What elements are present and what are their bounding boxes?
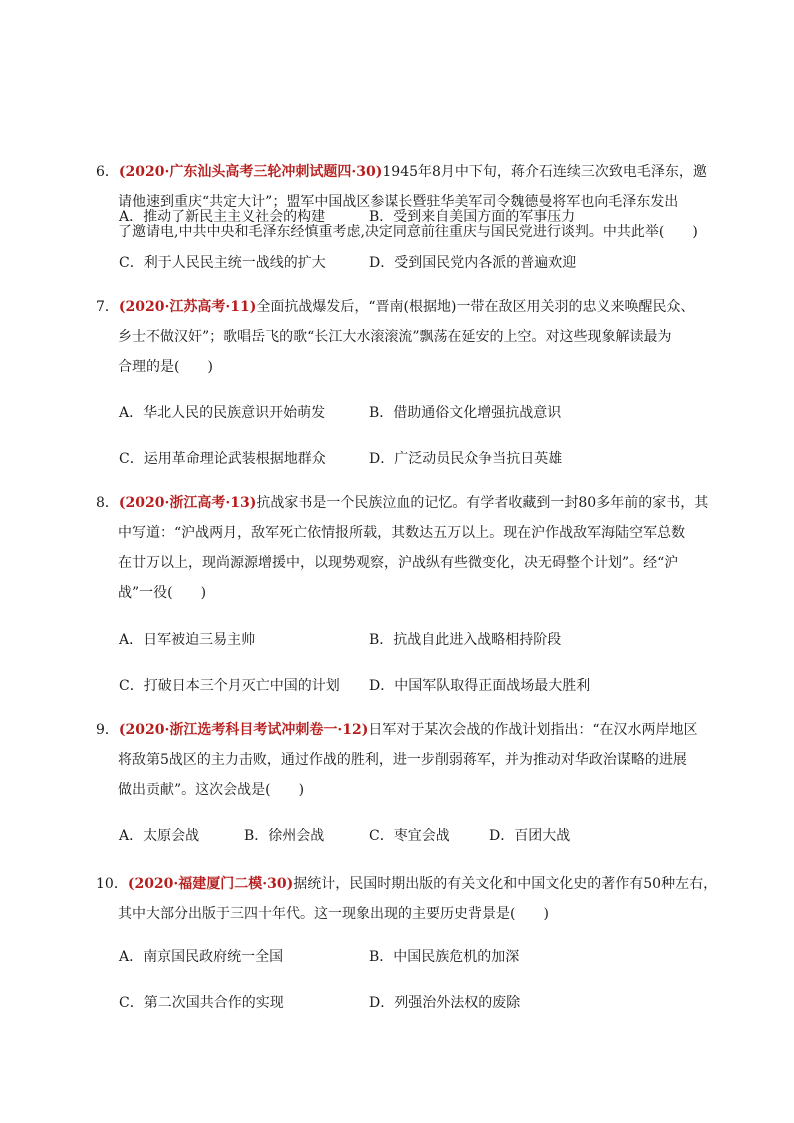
option-d[interactable]: D．中国军队取得正面战场最大胜利	[369, 678, 591, 694]
stem-text: 抗战家书是一个民族泣血的记忆。有学者收藏到一封80多年前的家书，其	[256, 495, 709, 511]
question-number: 9．	[96, 722, 119, 738]
question-7	[96, 292, 720, 382]
question-stem-line: 请他速到重庆“共定大计”；盟军中国战区参谋长暨驻华美军司令魏德曼将军也向毛泽东发出	[118, 194, 679, 210]
option-d[interactable]: D．列强治外法权的废除	[369, 995, 521, 1011]
question-stem-line: 其中大部分出版于三四十年代。这一现象出现的主要历史背景是( )	[118, 906, 549, 922]
question-9	[96, 715, 720, 805]
option-d[interactable]: D．百团大战	[489, 828, 571, 844]
option-row	[119, 403, 719, 449]
option-b[interactable]: B．抗战自此进入战略相持阶段	[369, 632, 562, 648]
question-stem-line: 乡士不做汉奸”；歌唱岳飞的歌“长江大水滚滚流”飘荡在延安的上空。对这些现象解读最为	[118, 329, 672, 345]
option-b[interactable]: B．中国民族危机的加深	[369, 949, 520, 965]
option-c[interactable]: C．第二次国共合作的实现	[119, 995, 284, 1011]
question-6-options	[119, 207, 719, 299]
stem-text: 1945年8月中下旬，蒋介石连续三次致电毛泽东，邀	[382, 164, 707, 180]
option-row	[119, 207, 719, 253]
stem-text: 据统计，民国时期出版的有关文化和中国文化史的著作有50种左右，	[293, 876, 718, 892]
option-a[interactable]: A．华北人民的民族意识开始萌发	[119, 405, 326, 421]
question-stem-line: 战”一役( )	[118, 585, 207, 601]
option-a[interactable]: A．推动了新民主主义社会的构建	[119, 209, 326, 225]
option-row	[119, 993, 719, 1039]
option-c[interactable]: C．打破日本三个月灭亡中国的计划	[119, 678, 340, 694]
question-8	[96, 488, 720, 608]
stem-text: 日军对于某次会战的作战计划指出：“在汉水两岸地区	[368, 722, 698, 738]
option-b[interactable]: B．受到来自美国方面的军事压力	[369, 209, 576, 225]
question-source: (2020·福建厦门二模·30)	[127, 876, 294, 892]
option-row	[119, 947, 719, 993]
question-stem-line: 做出贡献”。这次会战是( )	[118, 782, 305, 798]
option-c[interactable]: C．枣宜会战	[369, 828, 450, 844]
option-b[interactable]: B．借助通俗文化增强抗战意识	[369, 405, 562, 421]
question-7-options	[119, 403, 719, 495]
option-c[interactable]: C．利于人民民主统一战线的扩大	[119, 255, 326, 271]
question-stem-line: 了邀请电,中共中央和毛泽东经慎重考虑,决定同意前往重庆与国民党进行谈判。中共此举( )	[118, 224, 698, 240]
option-d[interactable]: D．受到国民党内各派的普遍欢迎	[369, 255, 577, 271]
question-stem-line: 将敌第5战区的主力击败，通过作战的胜利，进一步削弱蒋军，并为推动对华政治谋略的进展	[118, 752, 687, 768]
question-number: 7．	[96, 299, 119, 315]
option-d[interactable]: D．广泛动员民众争当抗日英雄	[369, 451, 563, 467]
stem-text: 全面抗战爆发后，“晋南(根据地)一带在敌区用关羽的忠义来唤醒民众、	[256, 299, 695, 315]
question-stem-line	[96, 157, 720, 187]
question-stem-line: 合理的是( )	[118, 359, 213, 375]
option-a[interactable]: A．太原会战	[119, 828, 200, 844]
question-stem-line	[96, 715, 720, 745]
question-stem-line: 在廿万以上，现尚源源增援中，以现势观察，沪战纵有些微变化，决无碍整个计划”。经“沪	[118, 555, 679, 571]
question-stem-line	[96, 292, 720, 322]
question-stem-line	[96, 488, 720, 518]
option-row	[119, 630, 719, 676]
question-8-options	[119, 630, 719, 722]
option-c[interactable]: C．运用革命理论武装根据地群众	[119, 451, 326, 467]
question-stem-line: 中写道：“沪战两月，敌军死亡依情报所载，其数达五万以上。现在沪作战敌军海陆空军总数	[118, 525, 686, 541]
question-number: 6．	[96, 164, 119, 180]
option-row	[119, 826, 719, 872]
question-source: (2020·江苏高考·11)	[118, 299, 257, 315]
question-9-options	[119, 826, 719, 872]
option-a[interactable]: A．南京国民政府统一全国	[119, 949, 284, 965]
option-b[interactable]: B．徐州会战	[244, 828, 325, 844]
option-a[interactable]: A．日军被迫三易主帅	[119, 632, 256, 648]
question-10-options	[119, 947, 719, 1039]
question-source: (2020·广东汕头高考三轮冲刺试题四·30)	[118, 164, 383, 180]
question-source: (2020·浙江高考·13)	[118, 495, 257, 511]
question-stem-line	[96, 869, 720, 899]
question-number: 10．	[96, 876, 128, 892]
question-10	[96, 869, 720, 929]
question-number: 8．	[96, 495, 119, 511]
question-source: (2020·浙江选考科目考试冲刺卷一·12)	[118, 722, 369, 738]
